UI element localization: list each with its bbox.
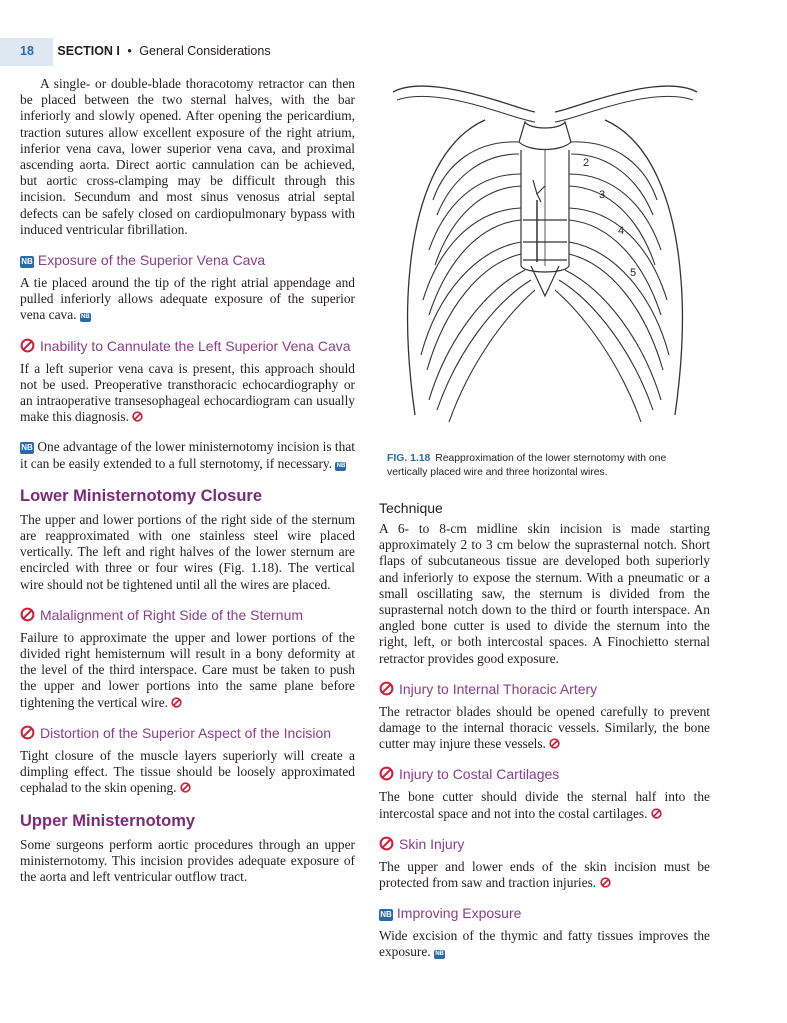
heading-skin-injury: Skin Injury bbox=[379, 836, 710, 853]
nb-end-icon: NB bbox=[435, 951, 444, 958]
section-title: General Considerations bbox=[139, 44, 271, 58]
heading-upper-ministernotomy: Upper Ministernotomy bbox=[20, 811, 196, 830]
caution-end-icon bbox=[651, 808, 662, 819]
caution-end-icon bbox=[600, 877, 611, 888]
heading-costal-cartilages: Injury to Costal Cartilages bbox=[379, 766, 710, 783]
paragraph-thoracic-artery: The retractor blades should be opened carefully to prevent damage to the internal thoracic vessels. Similarly, the bone cutter may injure these vessels. bbox=[379, 703, 710, 752]
paragraph-inability: If a left superior vena cava is present, this approach should not be used. Preoperative transthoracic echocardiography or an intraoperative transesophageal echocardiogram can usually make this diagnosis. bbox=[20, 360, 355, 425]
paragraph-nb-advantage: NB One advantage of the lower ministernotomy incision is that it can be easily extended to a full sternotomy, if necessary. NB bbox=[20, 439, 355, 471]
paragraph-exposure-svc: A tie placed around the tip of the right atrial appendage and pulled inferiorly allows adequate exposure of the superior vena cava. NB bbox=[20, 275, 355, 323]
rib-label-3: 3 bbox=[599, 189, 606, 201]
figure-caption-text: Reapproximation of the lower sternotomy with one vertically placed wire and three horizontal wires. bbox=[387, 453, 667, 478]
rib-label-5: 5 bbox=[630, 267, 637, 279]
paragraph-malalignment: Failure to approximate the upper and lower portions of the divided right hemisternum will result in a bony deformity at the level of the third interspace. Care must be taken to push the upper and lower portions into the same plane before tightening the vertical wire. bbox=[20, 629, 355, 710]
caution-stop-icon bbox=[379, 836, 394, 851]
figure-label: FIG. 1.18 bbox=[387, 453, 431, 464]
paragraph-improving-exposure: Wide excision of the thymic and fatty tissues improves the exposure. NB bbox=[379, 928, 710, 960]
left-column bbox=[20, 76, 355, 885]
caution-stop-icon bbox=[20, 338, 35, 353]
caution-end-icon bbox=[132, 411, 143, 422]
caution-stop-icon bbox=[20, 725, 35, 740]
heading-distortion: Distortion of the Superior Aspect of the Incision bbox=[20, 725, 355, 742]
caution-stop-icon bbox=[20, 607, 35, 622]
paragraph-upper-ministernotomy: Some surgeons perform aortic procedures through an upper ministernotomy. This incision provides adequate exposure of the aorta and left ventricular outflow tract. bbox=[20, 836, 355, 884]
ribcage-illustration bbox=[385, 70, 705, 445]
heading-lower-closure: Lower Ministernotomy Closure bbox=[20, 486, 263, 505]
paragraph-skin-injury: The upper and lower ends of the skin incision must be protected from saw and traction injuries. bbox=[379, 858, 710, 891]
caution-stop-icon bbox=[379, 766, 394, 781]
nb-icon: NB bbox=[380, 910, 392, 920]
heading-improving-exposure: NB Improving Exposure bbox=[380, 905, 522, 922]
paragraph-distortion: Tight closure of the muscle layers superiorly will create a dimpling effect. The tissue should be loosely approximated cephalad to the skin opening. bbox=[20, 747, 355, 796]
figure-caption bbox=[387, 452, 702, 479]
paragraph-lower-closure: The upper and lower portions of the right side of the sternum are reapproximated with one stainless steel wire placed vertically. The left and right halves of the lower sternum are encircled with three or four wires (Fig. 1.18). The vertical wire should not be tightened until all the wires are placed. bbox=[20, 511, 355, 592]
caution-end-icon bbox=[171, 697, 182, 708]
nb-icon: NB bbox=[21, 257, 33, 267]
rib-label-2: 2 bbox=[583, 157, 590, 169]
section-label: SECTION I bbox=[57, 44, 120, 58]
heading-thoracic-artery: Injury to Internal Thoracic Artery bbox=[379, 681, 710, 698]
heading-malalignment: Malalignment of Right Side of the Sternum bbox=[20, 607, 355, 624]
heading-technique: Technique bbox=[379, 500, 443, 516]
nb-end-icon: NB bbox=[336, 462, 346, 469]
right-column bbox=[379, 500, 710, 961]
caution-end-icon bbox=[180, 782, 191, 793]
running-header bbox=[20, 44, 271, 58]
heading-exposure-svc: NB Exposure of the Superior Vena Cava bbox=[21, 252, 266, 269]
caution-end-icon bbox=[549, 738, 560, 749]
header-separator: • bbox=[127, 44, 132, 58]
page-number: 18 bbox=[20, 44, 34, 58]
nb-end-icon: NB bbox=[81, 314, 90, 321]
caution-stop-icon bbox=[379, 681, 394, 696]
paragraph-costal-cartilages: The bone cutter should divide the sternal half into the intercostal space and not into the costal cartilages. bbox=[379, 789, 710, 821]
nb-icon: NB bbox=[21, 443, 33, 453]
intro-paragraph: A single- or double-blade thoracotomy retractor can then be placed between the two sternal halves, with the bar inferiorly and slowly opened. After opening the pericardium, traction sutures allow excellent exposure of the right atrium, inferior vena cava, lower superior vena cava, and proximal ascending aorta. Direct aortic cannulation can be achieved, but aortic cross-clamping may be difficult through this incision. Secundum and most sinus venosus atrial septal defects can be safely closed on cardiopulmonary bypass with induced ventricular fibrillation. bbox=[20, 76, 355, 237]
paragraph-technique: A 6- to 8-cm midline skin incision is made starting approximately 2 to 3 cm below the suprasternal notch. Short flaps of subcutaneous tissue are developed both superiorly and inferiorly to expose the sternum. With a pneumatic or a small oscillating saw, the sternum is divided from the suprasternal notch down to the third or fourth interspace. An angled bone cutter is used to divide the sternum into the right, left, or both intercostal spaces. A Finochietto sternal retractor provides good exposure. bbox=[379, 521, 710, 666]
heading-inability-cannulate: Inability to Cannulate the Left Superior Vena Cava bbox=[20, 338, 355, 355]
rib-label-4: 4 bbox=[618, 225, 625, 237]
